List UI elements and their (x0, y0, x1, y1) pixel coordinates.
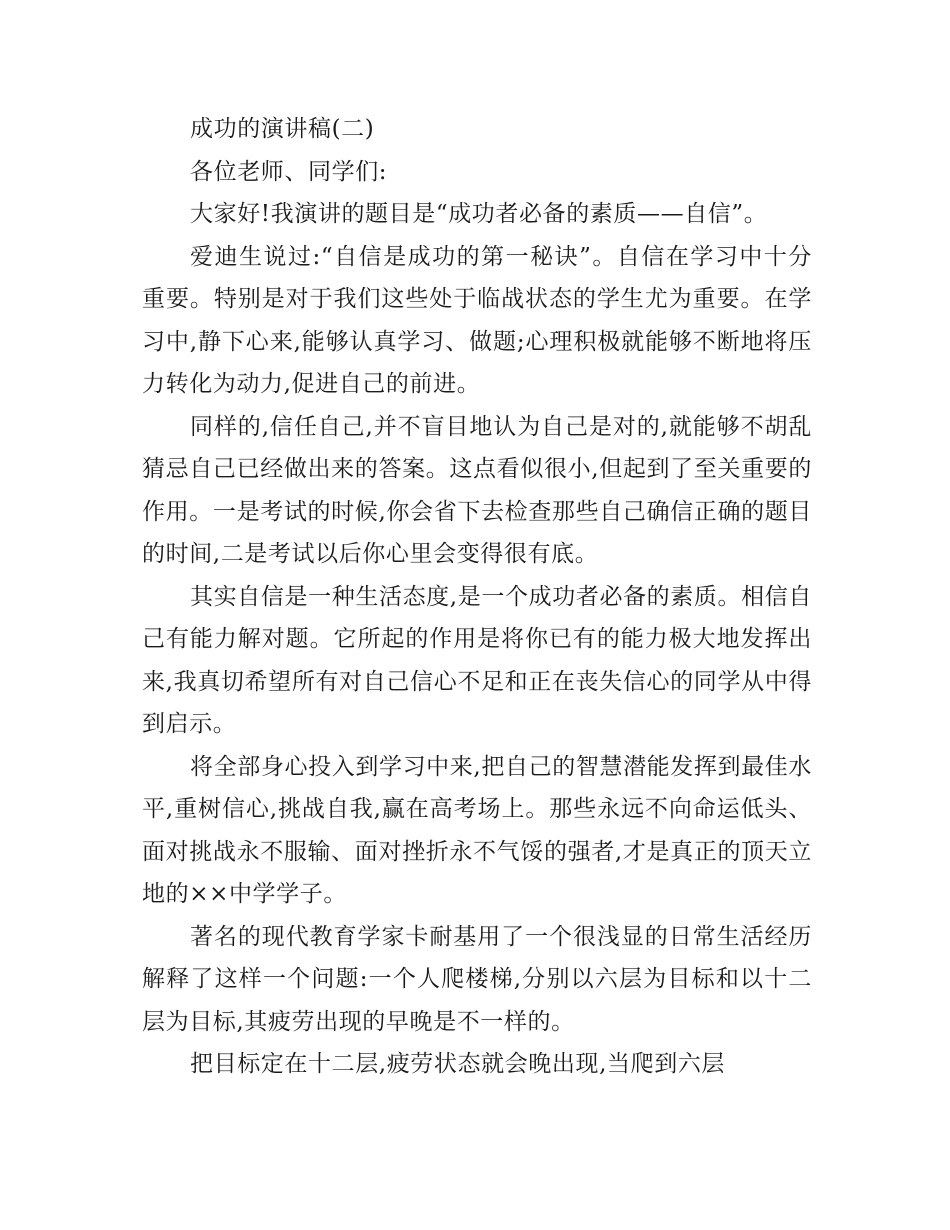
paragraph-1: 大家好!我演讲的题目是“成功者必备的素质——自信”。 (190, 201, 768, 227)
salutation: 各位老师、同学们: (190, 158, 388, 185)
paragraph-6: 著名的现代教育学家卡耐基用了一个很浅显的日常生活经历解释了这样一个问题:一个人爬楼梯,分别以六层为目标和以十二层为目标,其疲劳出现的早晚是不一样的。 (142, 923, 812, 1035)
paragraph-7: 把目标定在十二层,疲劳状态就会晚出现,当爬到六层 (190, 1051, 726, 1077)
paragraph-5: 将全部身心投入到学习中来,把自己的智慧潜能发挥到最佳水平,重树信心,挑战自我,赢在高考场上。那些永远不向命运低头、面对挑战永不服输、面对挫折永不气馁的强者,才是真正的顶天立地的××中学学子。 (142, 753, 812, 907)
document-page (142, 108, 812, 1086)
paragraph-4: 其实自信是一种生活态度,是一个成功者必备的素质。相信自己有能力解对题。它所起的作用是将你已有的能力极大地发挥出来,我真切希望所有对自己信心不足和正在丧失信心的同学从中得到启示。 (142, 583, 812, 737)
document-title: 成功的演讲稿(二) (190, 116, 375, 142)
paragraph-3: 同样的,信任自己,并不盲目地认为自己是对的,就能够不胡乱猜忌自己已经做出来的答案。这点看似很小,但起到了至关重要的作用。一是考试的时候,你会省下去检查那些自己确信正确的题目的时间,二是考试以后你心里会变得很有底。 (142, 413, 812, 567)
paragraph-2: 爱迪生说过:“自信是成功的第一秘诀”。自信在学习中十分重要。特别是对于我们这些处于临战状态的学生尤为重要。在学习中,静下心来,能够认真学习、做题;心理积极就能够不断地将压力转化为动力,促进自己的前进。 (142, 243, 812, 397)
